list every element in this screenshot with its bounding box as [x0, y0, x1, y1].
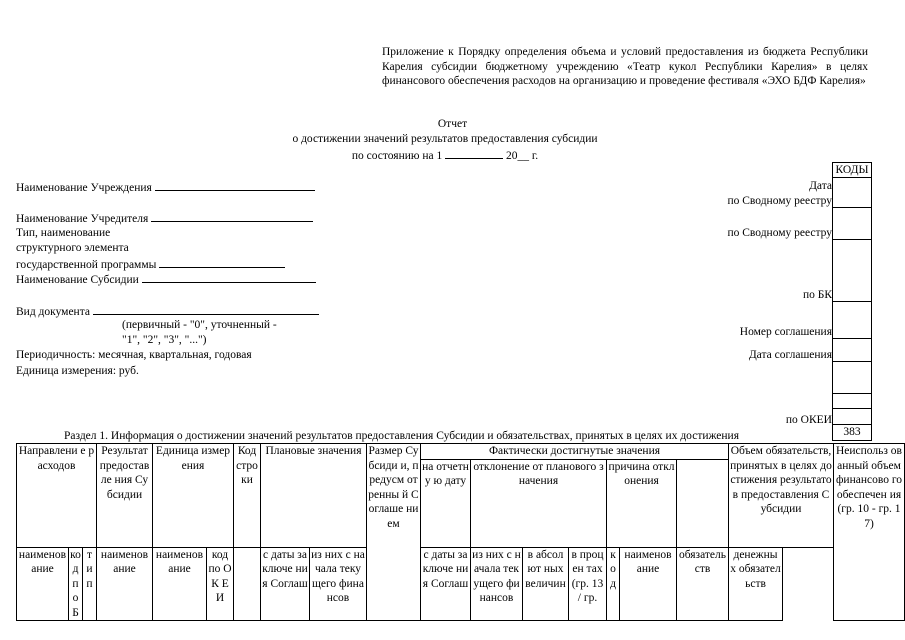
header-deviation: отклонение от планового значения: [471, 459, 607, 547]
sub-reason-name: наименов ание: [620, 547, 677, 621]
label-bk: по БК: [802, 289, 832, 301]
header-fact-blank: [677, 459, 729, 547]
results-table: [16, 443, 905, 621]
codes-header: КОДЫ: [833, 163, 872, 178]
sub-fact-since-year: из них с начала текущего финансов: [471, 547, 523, 621]
header-fact: Фактически достигнутые значения: [421, 444, 729, 460]
type-label-2: структурного элемента: [16, 242, 129, 254]
section-title: Раздел 1. Информация о достижении значений результатов предоставления Субсидии и обязательствах, принятых в целях их достижения: [64, 430, 739, 442]
code-okei: 383: [833, 425, 872, 440]
header-result: Результат предоставле ния Субсидии: [97, 444, 153, 548]
unit-of-measure: Единица измерения: руб.: [16, 365, 139, 377]
doc-type-hint-1: (первичный - "0", уточненный -: [122, 319, 277, 331]
code-agreement-date: [833, 362, 872, 394]
sub-deviation-percent: в процен тах (гр. 13 / гр.: [569, 547, 607, 621]
sub-fact-from-agreement: с даты заключе ния Соглаш: [421, 547, 471, 621]
sub-reason-code: ко д: [607, 547, 620, 621]
sub-deviation-absolute: в абсолют ных величин: [523, 547, 569, 621]
sub-row-code-blank: [234, 547, 261, 621]
header-reason: причина отклонения: [607, 459, 677, 547]
report-subtitle: о достижении значений результатов предоставления субсидии: [292, 133, 598, 145]
sub-plan-since-year: из них с начала текущего финансов: [310, 547, 367, 621]
periodicity: Периодичность: месячная, квартальная, годовая: [16, 349, 252, 361]
header-unit: Единица измерения: [153, 444, 234, 548]
header-fact-date: на отчетну ю дату: [421, 459, 471, 547]
label-okei: по ОКЕИ: [785, 414, 832, 426]
sub-money-obligations: денежны х обязател ьств: [729, 547, 783, 621]
doc-type-field: Вид документа: [16, 303, 319, 319]
code-blank-2: [833, 409, 872, 425]
code-date: [833, 178, 872, 208]
sub-unit-name: наименов ание: [153, 547, 207, 621]
report-date-line: по состоянию на 1 20__ г.: [0, 147, 890, 163]
label-svod-1: по Сводному реестру: [727, 195, 832, 207]
sub-plan-from-agreement: с даты заключе ния Соглаш: [261, 547, 310, 621]
type-field: государственной программы: [16, 256, 285, 272]
label-svod-2: по Сводному реестру: [727, 227, 832, 239]
doc-type-hint-2: "1", "2", "3", "..."): [122, 334, 207, 346]
header-subsidy-size: Размер Субсиди и, предусм отренны й Соглаше нием: [367, 444, 421, 621]
header-direction: Направлени е расходов: [17, 444, 97, 548]
codes-column: [832, 162, 872, 441]
label-date: Дата: [809, 180, 832, 192]
code-agreement-number: [833, 339, 872, 362]
type-label-1: Тип, наименование: [16, 227, 111, 239]
code-svod-1: [833, 208, 872, 240]
label-agreement-date: Дата соглашения: [748, 349, 832, 361]
subsidy-field: Наименование Субсидии: [16, 271, 316, 287]
code-svod-2: [833, 240, 872, 302]
sub-direction-type: ти п: [83, 547, 97, 621]
sub-obligations: обязатель ств: [677, 547, 729, 621]
code-blank-1: [833, 394, 872, 409]
header-obligations: Объем обязательств, принятых в целях достижения результатов предоставления Субсидии: [729, 444, 834, 548]
header-unused: Неиспольз ованный объем финансово го обеспечен ия (гр. 10 - гр. 17): [834, 444, 905, 621]
header-plan: Плановые значения: [261, 444, 367, 548]
header-row-code: Код стро ки: [234, 444, 261, 548]
appendix-note: Приложение к Порядку определения объема и условий предоставления из бюджета Республики Карелия субсидии бюджетному учреждению «Театр кукол Республики Карелия» в целях финансового обеспечения расходов на организацию и проведение фестиваля «ЭХО БДФ Карелия»: [382, 46, 868, 87]
report-title: Отчет: [437, 118, 468, 130]
sub-result-name: наименов ание: [97, 547, 153, 621]
label-agreement-number: Номер соглашения: [739, 326, 832, 338]
sub-unit-okei: код по ОК ЕИ: [207, 547, 234, 621]
institution-field: Наименование Учреждения: [16, 179, 315, 195]
code-bk: [833, 302, 872, 339]
sub-direction-code-bk: ко д по Б: [70, 548, 81, 619]
sub-direction-name: наименов ание: [17, 547, 69, 621]
founder-field: Наименование Учредителя: [16, 210, 313, 226]
